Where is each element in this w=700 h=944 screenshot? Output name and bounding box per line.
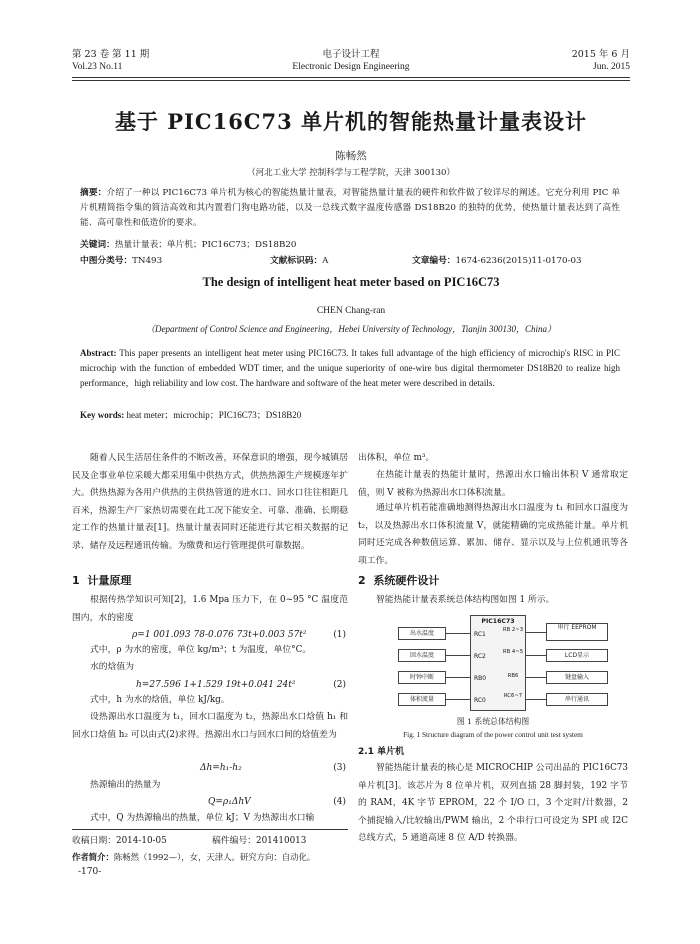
serial-comm-box: 串行通讯 <box>546 693 608 706</box>
section-2-number: 2 <box>358 574 366 587</box>
equation-4: Q=ρ₁ΔhV <box>208 797 251 807</box>
keywords-en-label: Key words: <box>80 410 125 420</box>
paper-title-cn: 基于 PIC16C73 单片机的智能热量计量表设计 <box>114 109 588 134</box>
keywords-cn-label: 关键词： <box>80 240 115 250</box>
header-rule-top <box>72 77 630 78</box>
clock-interrupt-box: 时钟中断 <box>398 671 446 684</box>
abstract-cn <box>80 186 620 231</box>
connector-line <box>526 677 546 678</box>
heat-output-intro: 热源输出的热量为 <box>90 780 161 790</box>
pin-rb2-3: RB 2~3 <box>502 627 524 633</box>
serial-eeprom-box: 串行 EEPROM <box>546 623 608 641</box>
document-code-value: A <box>322 256 329 266</box>
intro-paragraph: 随着人民生活居住条件的不断改善，环保意识的增强，现今城镇居民及企事业单位采暖大都采用集中供热方式，供热热源生产规模逐年扩大。供热热源为各用户供热的主供热管道的进水口、回水口往往相距几百米，热源生产厂家热切需要在此工况下能安全、可靠、准确、长期稳定工作的热量计量表[1]。热量计量表同时还能进行其它相关数据的记录、储存及远程通讯传输。为缴费和运行管理提供可靠数据。 <box>72 453 348 551</box>
mcu-chip-label: PIC16C73 <box>481 618 515 625</box>
author-bio-label: 作者简介： <box>72 852 114 862</box>
pin-rc0: RC0 <box>474 697 486 704</box>
article-number <box>412 254 622 269</box>
pin-rc6-7: RC6~7 <box>503 693 523 699</box>
right-col-continuation: 出体积，单位 m³。 <box>358 453 435 463</box>
abstract-en-label: Abstract: <box>80 348 117 358</box>
connector-line <box>446 677 470 678</box>
connector-line <box>446 655 470 656</box>
journal-title-en: Electronic Design Engineering <box>292 62 410 72</box>
page-number: -170- <box>78 867 102 877</box>
author-bio <box>72 851 315 863</box>
draft-number: 稿件编号：201410013 <box>212 836 307 846</box>
pin-rc2: RC2 <box>474 653 486 660</box>
article-number-value: 1674-6236(2015)11-0170-03 <box>455 256 582 266</box>
received-date: 收稿日期：2014-10-05 <box>72 836 167 846</box>
header-rule-bottom <box>72 80 630 81</box>
equation-3-number: (3) <box>333 763 346 773</box>
equation-1: ρ=1 001.093 78-0.076 73t+0.003 57t² <box>132 630 307 640</box>
document-code-label: 文献标识码： <box>270 256 323 266</box>
date-en: Jun. 2015 <box>593 62 630 72</box>
connector-line <box>526 699 546 700</box>
affiliation-cn: （河北工业大学 控制科学与工程学院，天津 300130） <box>247 168 455 178</box>
pin-rb6: RB6 <box>507 673 519 679</box>
author-bio-text: 陈畅然（1992—），女，天津人。研究方向：自动化。 <box>113 852 316 862</box>
principle-paragraph: 根据传热学知识可知[2]，1.6 Mpa 压力下，在 0~95 °C 温度范围内，水的密度 <box>72 595 348 623</box>
affiliation-en: （Department of Control Science and Engineering，Hebei University of Technology，Tianjin 300130，China） <box>145 324 557 334</box>
abstract-cn-text: 介绍了一种以 PIC16C73 单片机为核心的智能热量计量表，对智能热量计量表的硬件和软件做了较详尽的阐述。它充分利用 PIC 单片机精简指令集的简洁高效和其内置看门狗电路功能，以及一总线式数字温度传感器 DS18B20 的独特的优势，使热量计量表达到了高性能、高可靠性和低造价的要求。 <box>80 188 621 228</box>
class-number-value: TN493 <box>132 256 163 266</box>
author-cn: 陈畅然 <box>335 150 367 162</box>
keywords-en-text: heat meter；microchip；PIC16C73；DS18B20 <box>126 410 302 420</box>
keyboard-input-box: 键盘输入 <box>546 671 608 684</box>
document-code <box>270 254 420 269</box>
connector-line <box>526 655 546 656</box>
volume-cn: 第 23 卷 第 11 期 <box>72 49 150 60</box>
section-1-heading <box>72 572 131 588</box>
section-2-heading <box>358 572 439 588</box>
volume-flow-box: 体积流量 <box>398 693 446 706</box>
section-2-title: 系统硬件设计 <box>373 574 440 587</box>
equation-4-number: (4) <box>333 797 346 807</box>
figure-1-caption-cn: 图 1 系统总体结构图 <box>456 717 530 726</box>
measurement-paragraph: 通过单片机若能准确地测得热源出水口温度为 t₁ 和回水口温度为 t₂，以及热源出水口体积流量 V，就能精确的完成热能计量。单片机同时还完成各种数值运算、累加、储存、显示以及与上位机通讯等各项工作。 <box>358 503 628 566</box>
equation-1-number: (1) <box>333 630 346 640</box>
class-number <box>80 254 280 269</box>
equation-2: h=27.596 1+1.529 19t+0.041 24t² <box>136 680 296 690</box>
equation-1-explanation: 式中，ρ 为水的密度，单位 kg/m³；t 为温度，单位°C。 <box>90 645 312 655</box>
keywords-en <box>80 408 620 423</box>
equation-2-explanation: 式中，h 为水的焓值，单位 kJ/kg。 <box>90 695 230 705</box>
abstract-en <box>80 346 620 391</box>
pin-rb4-5: RB 4~5 <box>502 649 524 655</box>
abstract-en-text: This paper presents an intelligent heat meter using PIC16C73. It takes full advantage of the high efficiency of microchip's RISC in PIC microchip with the function of embedded WDT timer, and the unique superiority of one-wire bus digital thermometer DS18B20 to realize high performance，high reliability and low cost. The hardware and software of the heat meter were described in details. <box>80 348 620 388</box>
journal-title-cn: 电子设计工程 <box>322 49 380 60</box>
keywords-cn-text: 热量计量表；单片机；PIC16C73；DS18B20 <box>114 240 297 250</box>
system-structure-diagram <box>396 613 616 713</box>
footnote-rule <box>72 829 348 830</box>
figure-1-caption-en: Fig. 1 Structure diagram of the power control unit test system <box>403 730 583 739</box>
paper-title-en: The design of intelligent heat meter based on PIC16C73 <box>202 275 500 289</box>
section-1-number: 1 <box>72 574 80 587</box>
abstract-cn-label: 摘要： <box>80 188 107 198</box>
equation-3: Δh=h₁-h₂ <box>200 763 242 773</box>
volume-flow-paragraph: 在热能计量表的热能计量时，热源出水口输出体积 V 通常取定值，则 V 被称为热源出水口体积流量。 <box>358 470 628 498</box>
keywords-cn <box>80 238 620 253</box>
subsection-2-1-heading: 2.1 单片机 <box>358 747 405 757</box>
figure-intro: 智能热能计量表系统总体结构图如图 1 所示。 <box>376 595 555 605</box>
enthalpy-intro: 水的焓值为 <box>90 662 134 672</box>
pin-rb0: RB0 <box>474 675 487 682</box>
connector-line <box>446 699 470 700</box>
equation-4-explanation: 式中，Q 为热源输出的热量，单位 kJ；V 为热源出水口输 <box>90 813 315 823</box>
return-temp-box: 回水温度 <box>398 649 446 662</box>
connector-line <box>446 633 470 634</box>
date-cn: 2015 年 6 月 <box>571 49 630 60</box>
class-number-label: 中图分类号： <box>80 256 133 266</box>
mcu-paragraph: 智能热能计量表的核心是 MICROCHIP 公司出品的 PIC16C73 单片机[3]。该芯片为 8 位单片机，双列直插 28 脚封装，192 字节的 RAM，4K 字节 EPROM，22 个 I/O 口，3 个定时/计数器，2 个捕捉输入/比较输出/PWM 输出，2 个串行口可设定为 SPI 或 I2C 总线方式，5 通道高速 8 位 A/D 转换器。 <box>358 763 628 844</box>
connector-line <box>526 632 546 633</box>
pin-rc1: RC1 <box>474 631 486 638</box>
outlet-temp-box: 出水温度 <box>398 627 446 640</box>
enthalpy-difference-paragraph: 设热源出水口温度为 t₁，回水口温度为 t₂，热源出水口焓值 h₁ 和回水口焓值 h₂ 可以由式(2)求得。热源出水口与回水口间的焓值差为 <box>72 712 348 740</box>
section-1-title: 计量原理 <box>87 574 132 587</box>
equation-2-number: (2) <box>333 680 346 690</box>
article-number-label: 文章编号： <box>412 256 456 266</box>
lcd-display-box: LCD显示 <box>546 649 608 662</box>
volume-en: Vol.23 No.11 <box>72 62 123 72</box>
author-en: CHEN Chang-ran <box>316 306 386 316</box>
